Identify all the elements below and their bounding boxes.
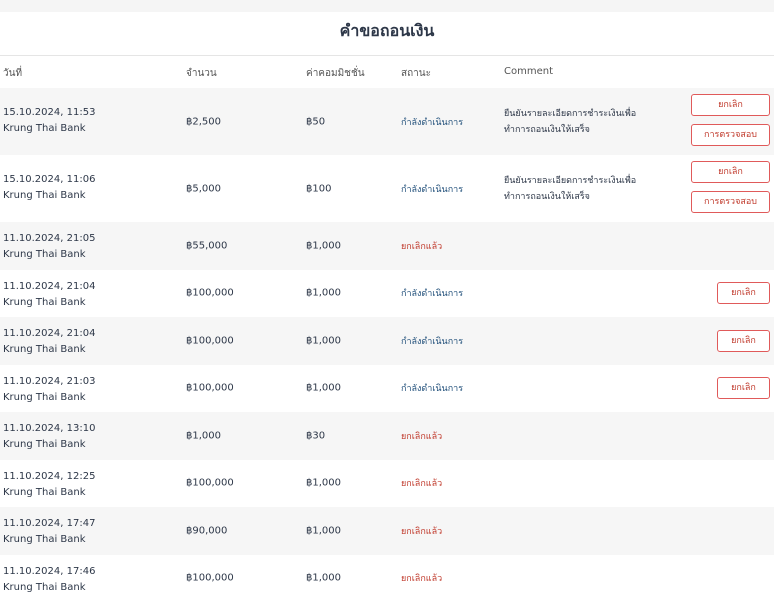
row-amount: ฿100,000 [186, 572, 234, 584]
page-title: คำขอถอนเงิน [339, 21, 435, 40]
row-status: ยกเลิกแล้ว [401, 479, 443, 490]
table-row [0, 555, 774, 600]
row-date: 15.10.2024, 11:53 [3, 107, 96, 118]
row-bank: Krung Thai Bank [3, 439, 86, 450]
header-fee: ค่าคอมมิชชั่น [306, 68, 365, 79]
table-header [0, 56, 774, 88]
row-status: กำลังดำเนินการ [401, 289, 464, 300]
row-date: 11.10.2024, 12:25 [3, 470, 96, 482]
cancel-button[interactable]: ยกเลิก [717, 377, 770, 399]
row-status: กำลังดำเนินการ [401, 336, 464, 347]
header-amount: จำนวน [186, 68, 217, 79]
row-status: ยกเลิกแล้ว [401, 241, 443, 252]
row-comment-line: ทำการถอนเงินให้เสร็จ [504, 124, 590, 135]
review-button[interactable]: การตรวจสอบ [691, 191, 770, 213]
header-comment: Comment [504, 66, 553, 77]
row-date-cell [3, 279, 95, 311]
row-comment [504, 173, 674, 205]
row-date: 11.10.2024, 17:47 [3, 518, 96, 529]
row-actions [717, 377, 770, 399]
row-actions [691, 94, 770, 146]
row-bank: Krung Thai Bank [3, 581, 86, 593]
row-amount: ฿2,500 [186, 116, 221, 127]
row-status: กำลังดำเนินการ [401, 184, 464, 195]
row-date: 11.10.2024, 21:03 [3, 375, 96, 387]
row-date-cell [3, 326, 95, 358]
row-date-cell [3, 105, 95, 137]
row-amount: ฿100,000 [186, 287, 234, 299]
row-status: ยกเลิกแล้ว [401, 574, 443, 585]
row-amount: ฿100,000 [186, 477, 234, 489]
row-comment [504, 106, 674, 138]
row-fee: ฿1,000 [306, 287, 341, 299]
row-amount: ฿100,000 [186, 335, 234, 347]
table-row [0, 412, 774, 460]
row-amount: ฿90,000 [186, 525, 228, 537]
header-status: สถานะ [401, 68, 431, 79]
row-comment-line: ทำการถอนเงินให้เสร็จ [504, 191, 590, 202]
row-bank: Krung Thai Bank [3, 486, 86, 498]
cancel-button[interactable]: ยกเลิก [691, 94, 770, 116]
cancel-button[interactable]: ยกเลิก [691, 161, 770, 183]
row-comment-line: ยืนยันรายละเอียดการชำระเงินเพื่อ [504, 175, 637, 186]
row-fee: ฿1,000 [306, 477, 341, 489]
row-amount: ฿55,000 [186, 240, 228, 252]
row-actions [717, 330, 770, 352]
top-strip [0, 0, 774, 12]
row-date: 15.10.2024, 11:06 [3, 174, 96, 185]
row-bank: Krung Thai Bank [3, 344, 86, 355]
table-row [0, 460, 774, 508]
row-fee: ฿1,000 [306, 240, 341, 252]
row-date: 11.10.2024, 21:04 [3, 328, 96, 339]
table-row [0, 365, 774, 413]
row-bank: Krung Thai Bank [3, 296, 86, 308]
table-row [0, 507, 774, 555]
row-fee: ฿1,000 [306, 525, 341, 537]
row-fee: ฿30 [306, 430, 326, 442]
cancel-button[interactable]: ยกเลิก [717, 282, 770, 304]
row-bank: Krung Thai Bank [3, 123, 86, 134]
row-date-cell [3, 516, 95, 548]
table-body [0, 88, 774, 600]
row-bank: Krung Thai Bank [3, 391, 86, 403]
table-row [0, 270, 774, 318]
row-fee: ฿1,000 [306, 572, 341, 584]
row-fee: ฿1,000 [306, 335, 341, 347]
row-comment-line: ยืนยันรายละเอียดการชำระเงินเพื่อ [504, 108, 637, 119]
row-date-cell [3, 564, 95, 596]
row-amount: ฿100,000 [186, 382, 234, 394]
row-bank: Krung Thai Bank [3, 249, 86, 260]
row-date: 11.10.2024, 17:46 [3, 565, 96, 577]
header-date: วันที่ [3, 68, 23, 79]
row-bank: Krung Thai Bank [3, 190, 86, 201]
row-date-cell [3, 469, 95, 501]
row-fee: ฿100 [306, 183, 332, 194]
row-date-cell [3, 231, 95, 263]
row-actions [717, 282, 770, 304]
table-row [0, 155, 774, 222]
table-row [0, 222, 774, 270]
row-fee: ฿50 [306, 116, 326, 127]
row-date-cell [3, 421, 95, 453]
row-actions [691, 161, 770, 213]
row-status: ยกเลิกแล้ว [401, 431, 443, 442]
row-status: กำลังดำเนินการ [401, 384, 464, 395]
row-date-cell [3, 374, 95, 406]
row-status: ยกเลิกแล้ว [401, 526, 443, 537]
row-date: 11.10.2024, 13:10 [3, 423, 96, 434]
row-amount: ฿1,000 [186, 430, 221, 442]
table-row [0, 317, 774, 365]
cancel-button[interactable]: ยกเลิก [717, 330, 770, 352]
row-date: 11.10.2024, 21:04 [3, 280, 96, 292]
row-date-cell [3, 172, 95, 204]
row-status: กำลังดำเนินการ [401, 117, 464, 128]
row-date: 11.10.2024, 21:05 [3, 233, 96, 244]
row-bank: Krung Thai Bank [3, 534, 86, 545]
row-amount: ฿5,000 [186, 183, 221, 194]
row-fee: ฿1,000 [306, 382, 341, 394]
review-button[interactable]: การตรวจสอบ [691, 124, 770, 146]
table-row [0, 88, 774, 155]
